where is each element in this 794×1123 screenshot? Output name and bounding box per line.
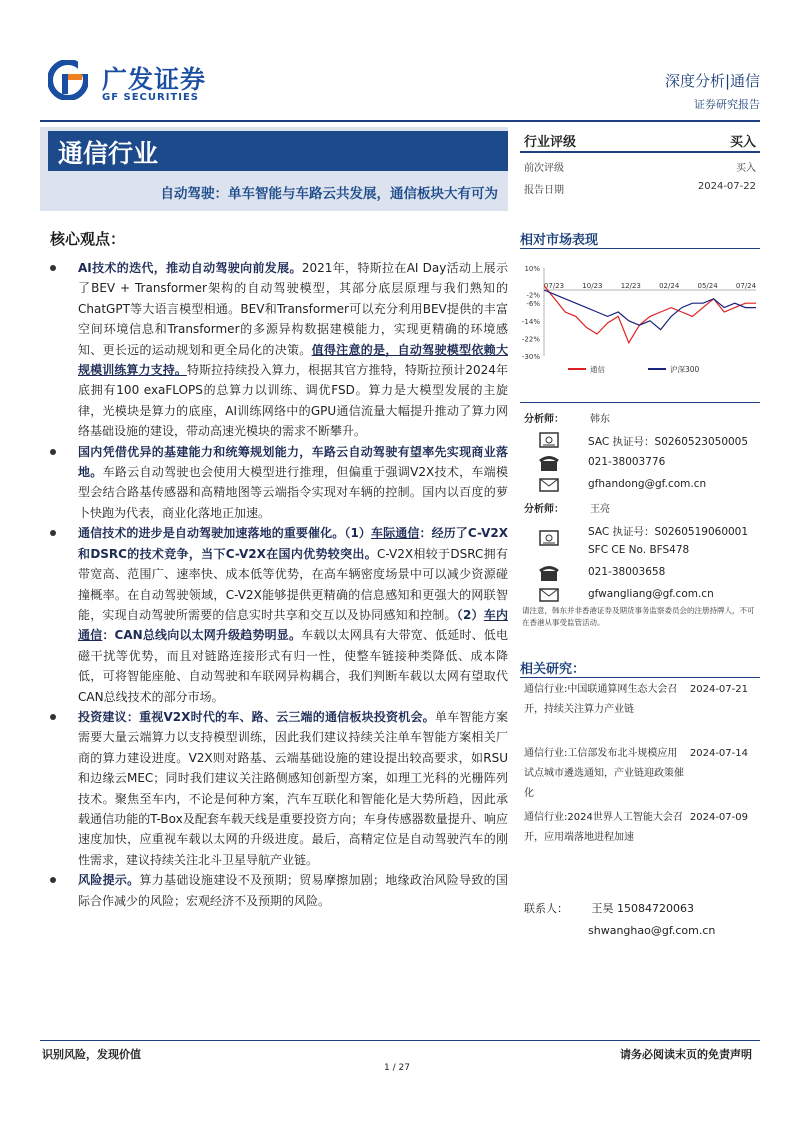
gf-logo-icon [48,60,88,100]
contact-person [524,898,715,942]
header-divider [40,120,760,122]
related-date: 2024-07-21 [689,684,748,695]
bullet-dot [50,530,56,536]
related-title: 相关研究： [520,662,586,677]
x-tick-label: 07/24 [735,282,757,290]
analyst-1-email[interactable] [520,474,760,496]
doc-subtitle: 证券研究报告 [694,98,760,111]
analyst-1 [520,406,760,426]
bullet-lead: 通信技术的进步是自动驾驶加速落地的重要催化。（1） [78,526,372,541]
y-tick-label: 10% [524,265,540,273]
analyst-1-sac [520,430,760,452]
x-tick-label: 10/23 [582,282,603,290]
bullet-lead: ：经历了C-V2X和DSRC的技术竞争，当下C-V2X在国内优势较突出。 [78,526,508,561]
phone-number: 021-38003658 [588,566,666,578]
analyst-label: 分析师： [524,414,564,425]
report-date-label: 报告日期 [524,185,564,196]
analyst-1-phone [520,452,760,474]
contact-label: 联系人： [524,902,568,915]
brand-name: 广发证券 [102,65,207,94]
bullet-domestic [48,442,508,524]
bullet-communication [48,523,508,707]
series-line-0 [544,286,756,343]
bullet-dot [50,877,56,883]
bullet-text: 算力基础设施建设不及预期；贸易摩擦加剧；地缘政治风险导致的国际合作减少的风险；宏观经济不及预期的风险。 [78,873,508,908]
title-banner [40,127,508,211]
mail-icon [538,586,560,604]
bullet-text: 车载以太网具有大带宽、低延时、低电磁干扰等优势，而且对链路连接形式有归一性，使整车链接种类降低、成本降低，可将智能座舱、自动驾驶和车联网异构耦合，我们判断车载以太网有望取代CAN总线技术的部分市场。 [78,628,508,704]
sfc-number: SFC CE No. BFS478 [588,544,690,556]
analyst-divider [520,402,760,403]
industry-title: 通信行业 [48,131,508,171]
page-header [40,52,760,117]
related-date: 2024-07-14 [689,748,748,759]
page-number: 1 / 27 [384,1063,410,1073]
related-item[interactable] [524,808,758,848]
bullet-lead: 投资建议：重视V2X时代的车、路、云三端的通信板块投资机会。 [78,709,435,724]
bullet-text: 单车智能方案需要大量云端算力以支持模型训练，因此我们建议持续关注单车智能方案相关厂商的算力建设进度。V2X则对路基、云端基础设施的建设提出较高要求，如RSU和边缘云MEC；同时我们建议关注路侧感知创新型方案，如理工光科的光栅阵列技术。聚焦至车内，不论是何种方案，汽车互联化和智能化是大势所趋，因此承载通信功能的T-Box及配套车载天线是重要投资方向；车身传感器数量提升、响应速度加快，应重视车载以太网的升级进度。最后，高精定位是自动驾驶汽车的刚性需求，建议持续关注北斗卫星导航产业链。 [78,709,508,867]
analyst-2-sac [520,520,760,562]
prev-rating-value: 买入 [736,163,756,174]
market-divider [520,248,760,249]
bullet-text: 特斯拉持续投入算力，根据其官方推特，特斯拉预计2024年底拥有100 exaFLOPS的总算力以训练、调优FSD。算力是大模型发展的主旋律，光模块是算力的底座，AI训练网络中的GPU通信流量大幅提升推动了算力网络基础设施的建设，带动高速光模块的需求不断攀升。 [78,363,508,439]
sac-number: SAC 执证号：S0260523050005 [588,436,749,448]
bullet-highlight: 车内通信 [78,607,508,643]
y-tick-label: -2% [526,291,540,300]
bullet-highlight: 值得注意的是，自动驾驶模型依赖大规模训练算力支持。 [78,342,508,378]
footer-divider [40,1040,760,1041]
certificate-icon [538,530,560,548]
bullet-lead: ：CAN总线向以太网升级趋势明显。 [102,628,302,643]
bullet-lead: AI技术的迭代，推动自动驾驶向前发展。 [78,261,302,275]
related-date: 2024-07-09 [689,812,748,823]
email-address[interactable]: gfhandong@gf.com.cn [588,478,707,490]
brand-name-en: GF SECURITIES [102,92,200,103]
related-item[interactable] [524,744,758,804]
analyst-label: 分析师： [524,504,564,515]
sac-number: SAC 执证号：S0260519060001 [588,526,749,538]
bullet-text: 车路云自动驾驶也会使用大模型进行推理，但偏重于强调V2X技术，车端模型会结合路基传感器和高精地图等云端指令实现对车辆的控制。国内以百度的萝卜快跑为代表，商业化落地正加速。 [78,465,508,520]
y-tick-label: -30% [521,353,540,361]
report-subtitle: 自动驾驶：单车智能与车路云共发展，通信板块大有可为 [160,186,498,202]
y-tick-label: -6% [526,300,540,309]
report-date [520,175,760,197]
phone-number: 021-38003776 [588,456,666,468]
contact-name-phone: 王昊 15084720063 [591,902,694,915]
bullet-dot [50,714,56,720]
related-divider [520,677,760,678]
x-tick-label: 05/24 [697,282,718,290]
certificate-icon [538,432,560,450]
analyst-2 [520,496,760,516]
core-views-body [48,258,508,911]
market-title: 相对市场表现 [520,233,599,248]
rating-label: 行业评级 [524,135,577,150]
x-tick-label: 12/23 [620,282,641,290]
rating-previous [520,153,760,175]
footer-slogan: 识别风险，发现价值 [42,1048,141,1061]
contact-email[interactable]: shwanghao@gf.com.cn [588,924,716,937]
phone-icon [538,564,560,582]
series-line-1 [544,290,756,330]
core-views-title: 核心观点： [50,230,126,248]
bullet-ai [48,258,508,442]
legend-label: 沪深300 [670,365,700,374]
x-tick-label: 07/23 [543,282,565,290]
bullet-highlight: 车际通信 [371,526,420,541]
legend-label: 通信 [590,365,605,374]
report-date-value: 2024-07-22 [697,181,756,192]
rating-value: 买入 [729,135,756,150]
analyst-name: 王亮 [590,504,610,515]
bullet-lead: （2） [456,607,484,622]
footer-disclaimer[interactable]: 请务必阅读末页的免责声明 [620,1048,752,1061]
prev-rating-label: 前次评级 [524,163,564,174]
analyst-name: 韩东 [590,414,610,425]
doc-type: 深度分析|通信 [664,72,760,90]
email-address[interactable]: gfwangliang@gf.com.cn [588,588,714,600]
analyst-2-email[interactable] [520,584,760,606]
analyst-2-phone [520,562,760,584]
related-title-text[interactable]: 通信行业:工信部发布北斗规模应用试点城市遴选通知，产业链迎政策催化 [524,748,684,799]
bullet-dot [50,449,56,455]
analyst-note: 请注意，韩东并非香港证券及期货事务监察委员会的注册持牌人，不可在香港从事受监管活动。 [522,606,755,627]
x-tick-label: 02/24 [659,282,680,290]
bullet-dot [50,265,56,271]
related-title-text[interactable]: 通信行业:中国联通算网生态大会召开，持续关注算力产业链 [524,684,678,715]
bullet-lead: 风险提示。 [78,873,140,888]
bullet-investment [48,707,508,870]
phone-icon [538,454,560,472]
bullet-text: C-V2X相较于DSRC拥有带宽高、范围广、速率快、成本低等优势，在高车辆密度场景中可以减少资源碰撞概率。在自动驾驶领域，C-V2X能够提供更精确的信息感知和更强大的网联智能，实现自动驾驶所需要的信息实时共享和交互以及协同感知和控制。 [78,546,508,622]
rating-current [520,127,760,153]
rating-box [520,127,760,197]
y-tick-label: -14% [521,317,540,326]
relative-performance-chart [520,260,760,380]
y-tick-label: -22% [521,335,540,344]
bullet-risk [48,870,508,911]
mail-icon [538,476,560,494]
related-title-text[interactable]: 通信行业:2024世界人工智能大会召开，应用端落地进程加速 [524,812,683,843]
bullet-text: 2021年，特斯拉在AI Day活动上展示了BEV + Transformer架构的自动驾驶模型，其部分底层原理与我们熟知的ChatGPT等大语言模型相通。BEV和Transformer可以充分利用BEV提供的丰富空间环境信息和Transformer的多源异构数据建模能力，实现更精确的环境感知、更长远的运动规划和更全局化的决策。 [78,261,508,357]
bullet-lead: 国内凭借优异的基建能力和统筹规划能力，车路云自动驾驶有望率先实现商业落地。 [78,444,508,480]
related-item[interactable] [524,680,758,720]
